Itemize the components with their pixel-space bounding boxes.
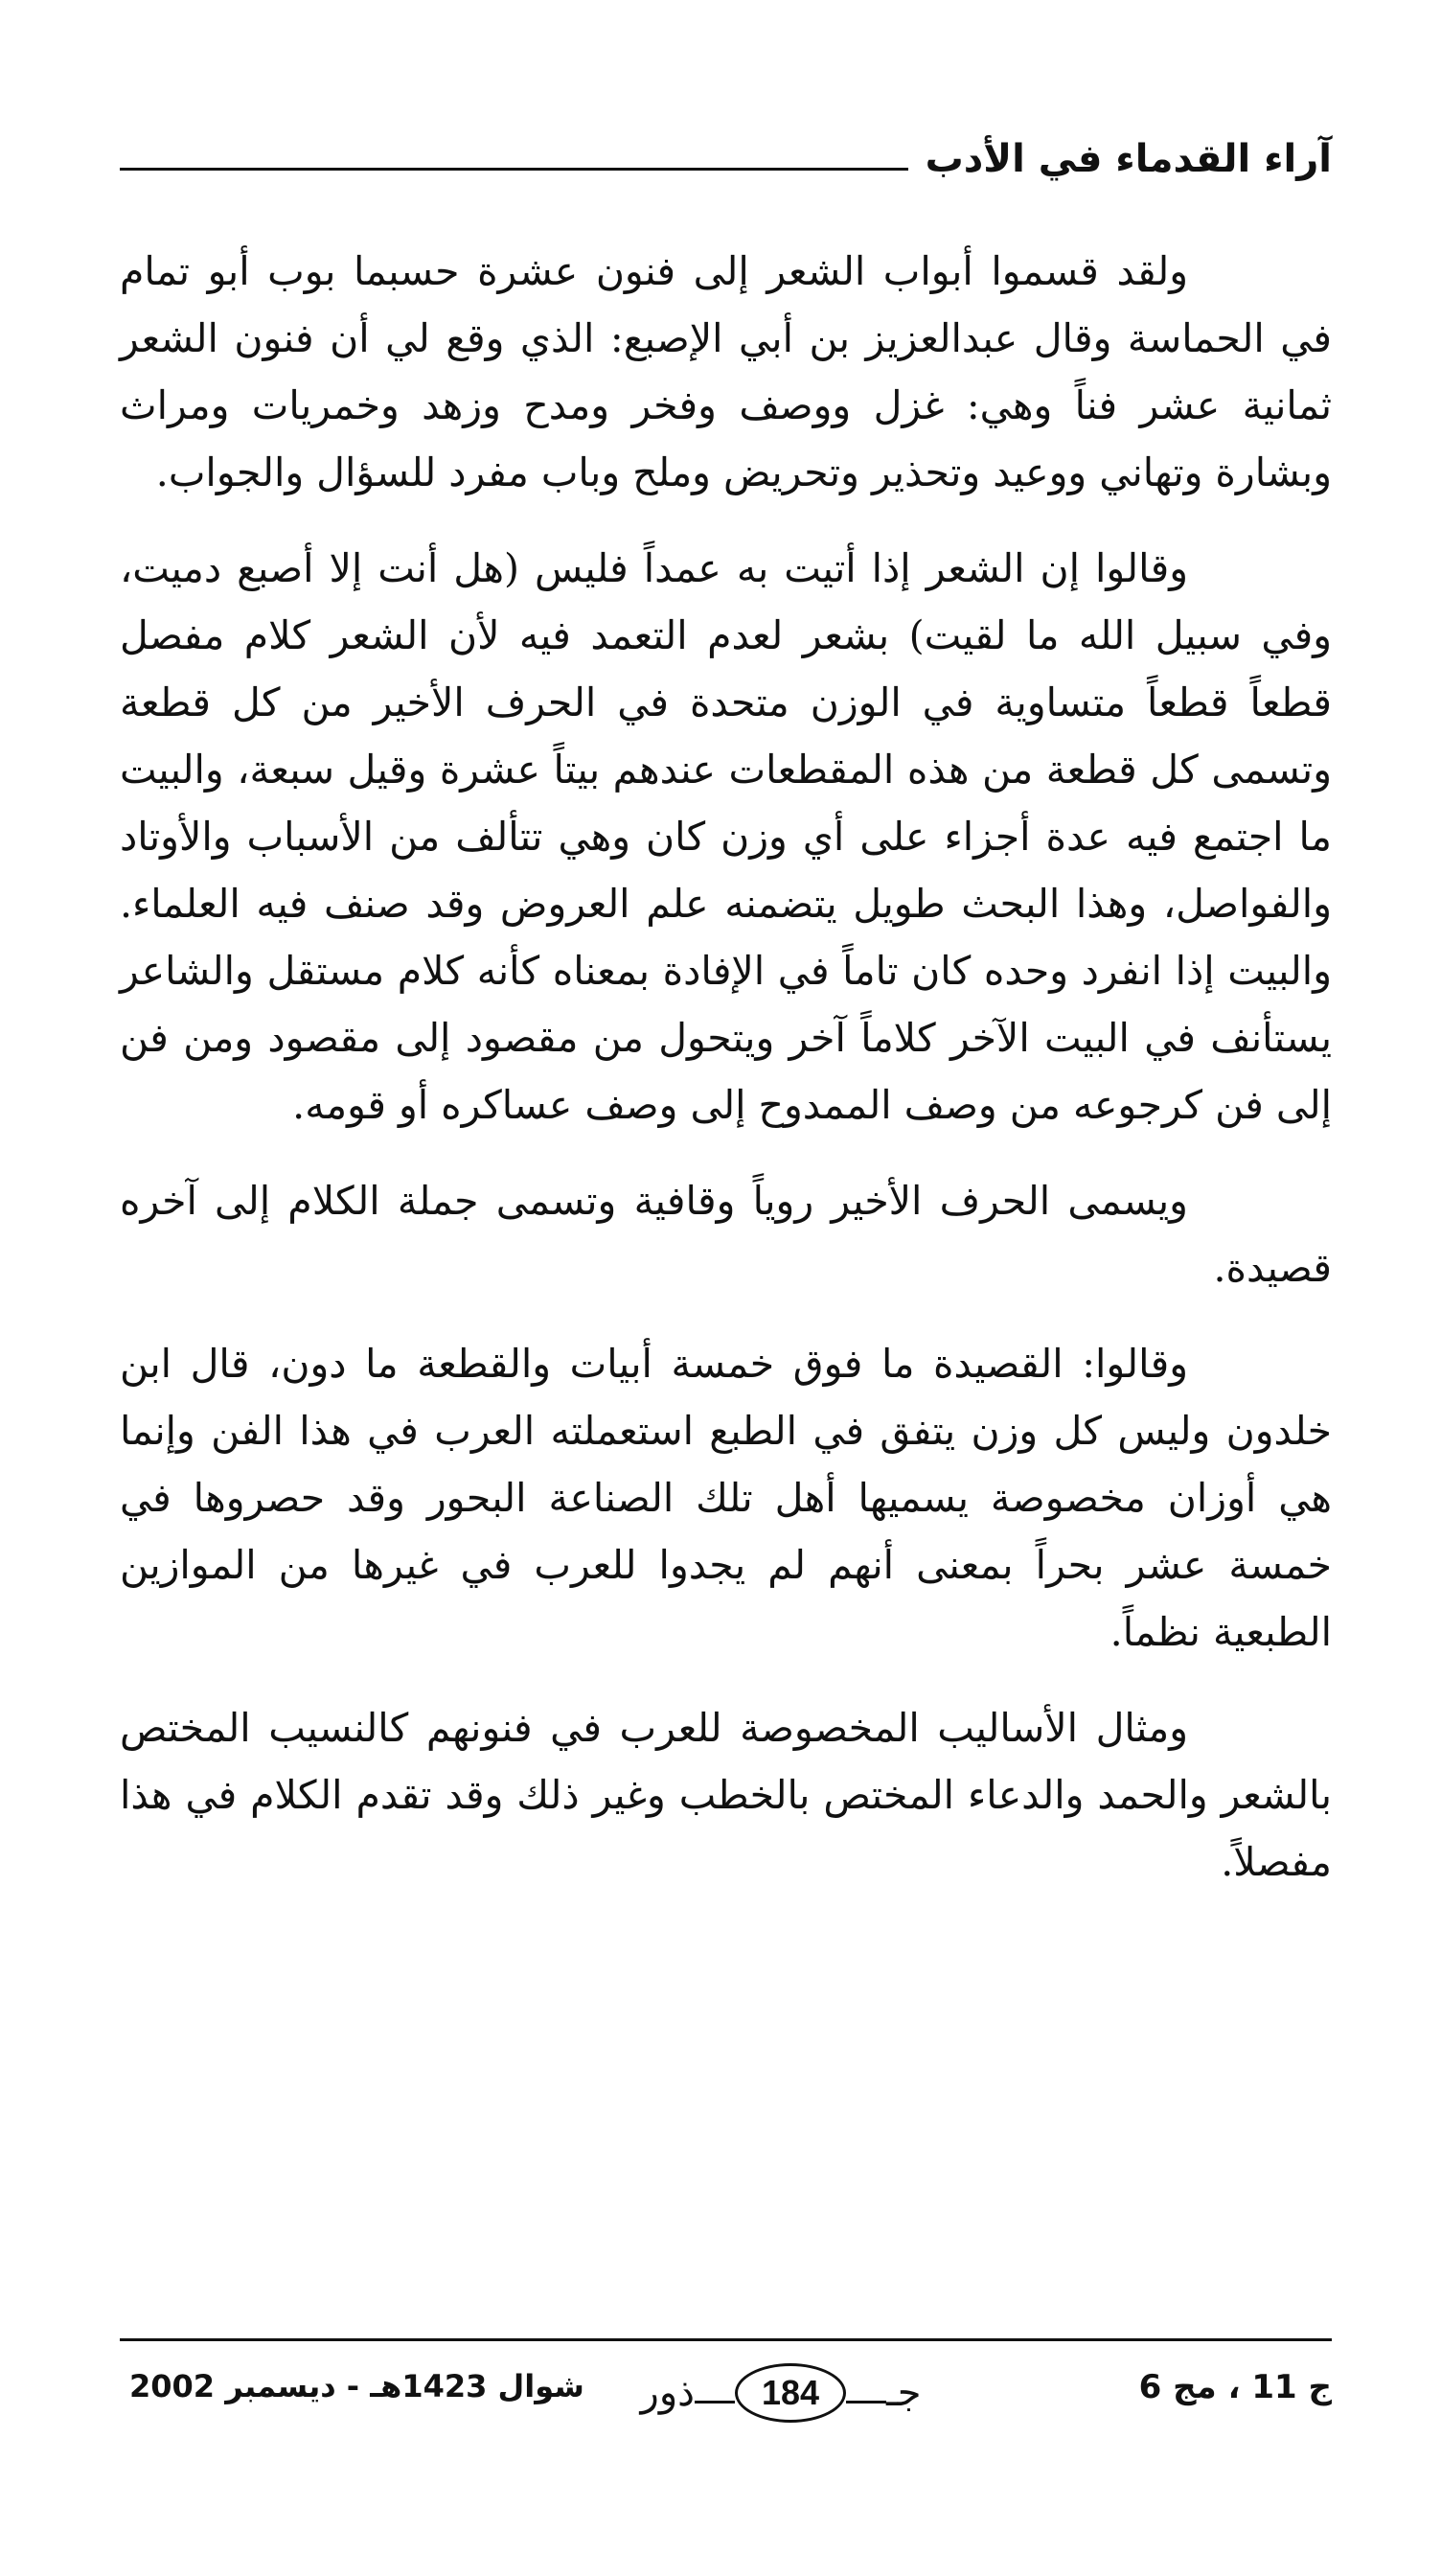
issue-date: شوال 1423هـ - ديسمبر 2002 bbox=[129, 2368, 584, 2404]
body-text bbox=[120, 238, 1332, 1896]
journal-tail-line bbox=[695, 2401, 735, 2404]
journal-name-right: ذور bbox=[640, 2371, 695, 2415]
journal-tail-line bbox=[846, 2401, 886, 2404]
page-number: 184 bbox=[735, 2363, 846, 2423]
journal-name-left: جـ bbox=[886, 2371, 922, 2415]
header-rule bbox=[120, 168, 908, 171]
paragraph: ومثال الأساليب المخصوصة للعرب في فنونهم كالنسيب المختص بالشعر والحمد والدعاء المختص بالخطب وغير ذلك وقد تقدم الكلام في هذا مفصلاً. bbox=[120, 1705, 1332, 1885]
journal-logo bbox=[599, 2355, 963, 2431]
running-header bbox=[120, 105, 1332, 182]
document-page bbox=[120, 105, 1332, 2501]
page-footer bbox=[120, 2338, 1332, 2447]
paragraph: ويسمى الحرف الأخير روياً وقافية وتسمى جملة الكلام إلى آخره قصيدة. bbox=[120, 1178, 1332, 1291]
running-title: آراء القدماء في الأدب bbox=[925, 137, 1332, 181]
footer-row bbox=[120, 2341, 1332, 2447]
issue-volume: ج 11 ، مج 6 bbox=[1138, 2368, 1332, 2406]
paragraph: وقالوا إن الشعر إذا أتيت به عمداً فليس (هل أنت إلا أصبع دميت، وفي سبيل الله ما لقيت) بشعر لعدم التعمد فيه لأن الشعر كلام مفصل قطعاً قطعاً متساوية في الوزن متحدة في الحرف الأخير من كل قطعة وتسمى كل قطعة من هذه المقطعات عندهم بيتاً عشرة وقيل سبعة، والبيت ما اجتمع فيه عدة أجزاء على أي وزن كان وهي تتألف من الأسباب والأوتاد والفواصل، وهذا البحث طويل يتضمنه علم العروض وقد صنف فيه العلماء. والبيت إذا انفرد وحده كان تاماً في الإفادة بمعناه كأنه كلام مستقل والشاعر يستأنف في البيت الآخر كلاماً آخر ويتحول من مقصود إلى مقصود ومن فن إلى فن كرجوعه من وصف الممدوح إلى وصف عساكره أو قومه. bbox=[120, 545, 1332, 1128]
paragraph: ولقد قسموا أبواب الشعر إلى فنون عشرة حسبما بوب أبو تمام في الحماسة وقال عبدالعزيز بن أبي الإصبع: الذي وقع لي أن فنون الشعر ثمانية عشر فناً وهي: غزل ووصف وفخر ومدح وزهد وخمريات ومراث وبشارة وتهاني ووعيد وتحذير وتحريض وملح وباب مفرد للسؤال والجواب. bbox=[120, 248, 1332, 495]
paragraph: وقالوا: القصيدة ما فوق خمسة أبيات والقطعة ما دون، قال ابن خلدون وليس كل وزن يتفق في الطبع استعملته العرب في هذا الفن وإنما هي أوزان مخصوصة يسميها أهل تلك الصناعة البحور وقد حصروها في خمسة عشر بحراً بمعنى أنهم لم يجدوا للعرب في غيرها من الموازين الطبعية نظماً. bbox=[120, 1341, 1332, 1655]
